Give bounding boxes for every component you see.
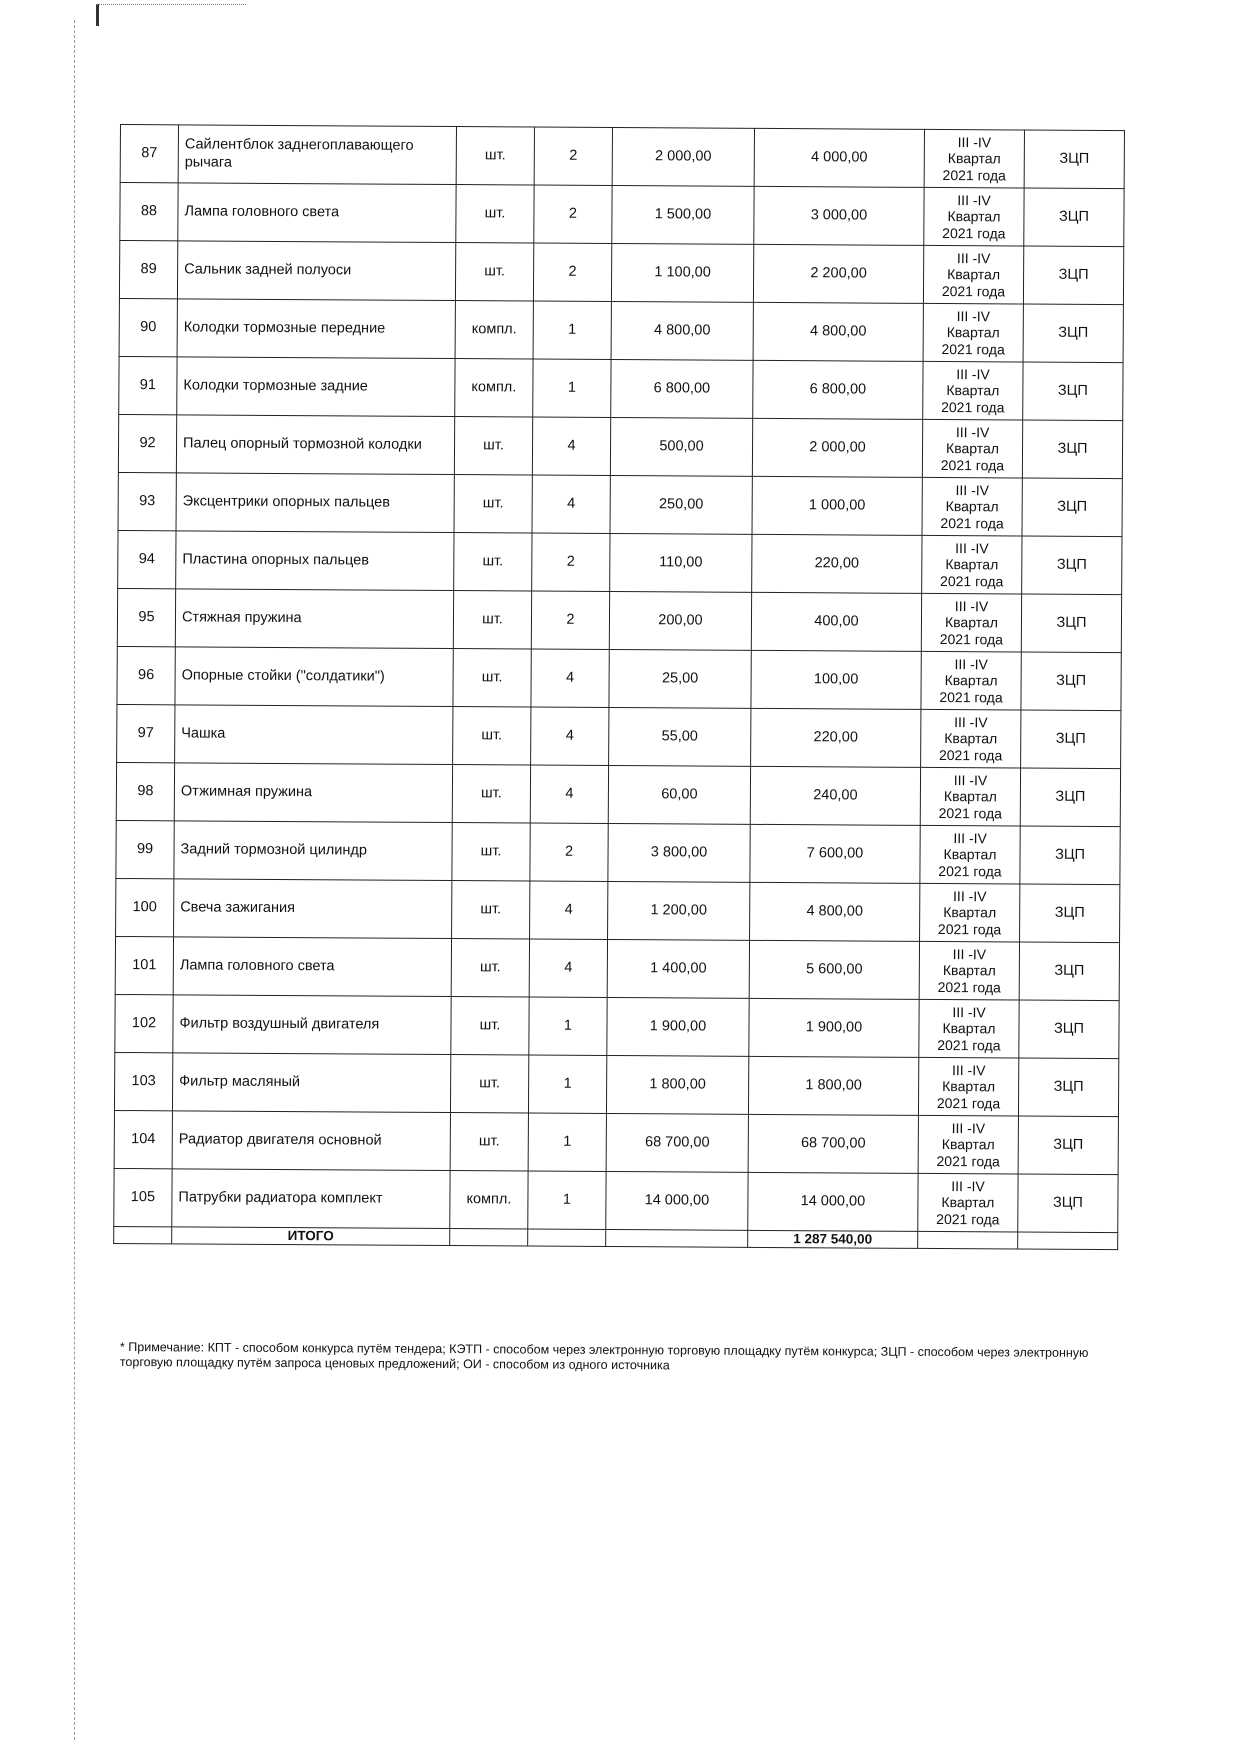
cell-unit: шт. [451,939,529,997]
cell-unit: шт. [451,997,529,1055]
period-line: Квартал [941,1194,995,1211]
period-line: 2021 года [941,398,1005,415]
cell-unit: шт. [456,127,534,185]
cell-number: 99 [116,820,174,878]
cell-unit-price: 4 800,00 [611,302,753,361]
cell-period [922,477,1022,536]
cell-quantity: 4 [531,649,609,707]
cell-unit-price: 110,00 [610,534,752,593]
table-row [118,472,1122,536]
cell-number: 90 [119,298,177,356]
period-line: III -IV [953,772,988,789]
cell-total-sum: 220,00 [752,534,922,593]
period-line: 2021 года [937,978,1001,995]
cell-procurement-method: ЗЦП [1018,1174,1118,1233]
cell-unit-price: 1 100,00 [611,244,753,303]
cell-period [924,129,1024,188]
period-line: 2021 года [936,1094,1001,1111]
period-line: 2021 года [936,1152,1000,1169]
cell-quantity: 1 [528,1171,606,1229]
cell-unit-price: 1 400,00 [607,939,749,998]
cell-unit-price: 1 200,00 [608,881,750,940]
period-line: 2021 года [938,746,1003,763]
period-line: III -IV [955,424,990,441]
cell-total-sum: 68 700,00 [748,1114,918,1173]
cell-period [923,245,1023,304]
cell-unit-price: 2 000,00 [612,128,754,187]
period-line: III -IV [952,1004,986,1021]
period-line: 2021 года [937,1036,1001,1053]
cell-procurement-method: ЗЦП [1022,478,1122,537]
cell-procurement-method: ЗЦП [1024,188,1124,247]
cell-number: 95 [117,588,175,646]
cell-unit: шт. [452,881,530,939]
cell-total-sum: 2 000,00 [752,418,922,477]
total-empty-cell [114,1226,172,1243]
table-row [114,1110,1118,1174]
cell-period [920,825,1020,884]
period-line: Квартал [946,382,1000,399]
cell-number: 105 [114,1168,172,1226]
cell-total-sum: 2 200,00 [753,244,923,303]
period-line: 2021 года [942,166,1006,183]
cell-number: 98 [116,762,174,820]
cell-item-name: Отжимная пружина [174,763,452,823]
cell-number: 101 [115,936,173,994]
cell-quantity: 4 [530,881,608,939]
table-row [117,704,1121,768]
table-row [119,356,1123,420]
cell-item-name: Задний тормозной цилиндр [174,821,452,881]
table-row [118,530,1122,594]
cell-total-sum: 400,00 [751,592,921,651]
cell-unit: шт. [450,1055,528,1113]
cell-unit: шт. [454,533,532,591]
cell-procurement-method: ЗЦП [1019,1000,1119,1059]
period-line: Квартал [945,498,999,515]
period-line: Квартал [947,208,1001,225]
cell-unit-price: 6 800,00 [611,360,753,419]
total-empty-cell [918,1231,1018,1249]
table-row [117,646,1121,710]
cell-unit: шт. [453,591,531,649]
cell-unit: компл. [455,359,533,417]
cell-total-sum: 6 800,00 [753,360,923,419]
cell-number: 93 [118,472,176,530]
cell-period [921,593,1021,652]
period-line: 2021 года [940,514,1004,531]
cell-unit: шт. [450,1113,528,1171]
cell-total-sum: 220,00 [751,708,921,767]
cell-procurement-method: ЗЦП [1022,536,1122,595]
table-row [117,588,1121,652]
cell-procurement-method: ЗЦП [1021,594,1121,653]
cell-item-name: Пластина опорных пальцев [176,531,454,591]
cell-period [918,1115,1018,1174]
total-sum: 1 287 540,00 [748,1230,918,1248]
period-line: Квартал [946,440,1000,457]
period-line: III -IV [953,888,987,905]
cell-unit: шт. [456,185,534,243]
period-line: III -IV [954,598,989,615]
period-line: 2021 года [941,340,1005,357]
table-row [119,241,1123,305]
period-line: Квартал [943,788,997,805]
period-line: Квартал [946,324,1000,341]
cell-period [918,1173,1018,1232]
cell-total-sum: 7 600,00 [750,824,920,883]
period-line: III -IV [951,1120,986,1137]
cell-procurement-method: ЗЦП [1018,1058,1118,1117]
cell-unit-price: 1 800,00 [606,1055,748,1114]
cell-total-sum: 14 000,00 [748,1172,918,1231]
table-row [116,878,1120,942]
period-line: III -IV [955,482,990,499]
period-line: III -IV [952,946,987,963]
cell-number: 100 [116,878,174,936]
period-line: Квартал [947,266,1001,283]
cell-item-name: Палец опорный тормозной колодки [176,415,454,475]
cell-procurement-method: ЗЦП [1021,710,1121,769]
cell-item-name: Эксцентрики опорных пальцев [176,473,454,533]
period-line: III -IV [956,308,991,325]
cell-unit-price: 25,00 [609,649,751,708]
cell-quantity: 2 [533,243,611,301]
cell-number: 97 [117,704,175,762]
cell-item-name: Колодки тормозные задние [177,357,455,417]
total-empty-cell [450,1229,528,1246]
cell-total-sum: 100,00 [751,650,921,709]
cell-procurement-method: ЗЦП [1024,130,1124,189]
period-line: Квартал [943,904,997,921]
cell-quantity: 1 [528,1113,606,1171]
cell-item-name: Сайлентблок заднегоплавающего рычага [178,125,456,185]
period-line: 2021 года [942,224,1006,241]
cell-period [919,999,1019,1058]
cell-unit: шт. [455,243,533,301]
cell-unit-price: 14 000,00 [606,1171,748,1230]
cell-period [923,303,1023,362]
cell-unit: шт. [452,823,530,881]
cell-procurement-method: ЗЦП [1020,768,1120,827]
cell-quantity: 4 [531,707,609,765]
cell-number: 94 [118,530,176,588]
period-line: 2021 года [938,862,1002,879]
cell-item-name: Лампа головного света [173,937,451,997]
cell-unit: шт. [453,649,531,707]
cell-number: 88 [120,183,178,241]
cell-unit-price: 1 900,00 [607,997,749,1056]
cell-number: 89 [119,241,177,299]
cell-total-sum: 4 800,00 [750,882,920,941]
cell-procurement-method: ЗЦП [1020,826,1120,885]
cell-period [920,883,1020,942]
total-empty-cell [528,1229,606,1246]
cell-period [921,651,1021,710]
period-line: 2021 года [939,630,1004,647]
period-line: 2021 года [940,456,1005,473]
cell-period [918,1057,1018,1116]
cell-procurement-method: ЗЦП [1018,1116,1118,1175]
cell-period [924,187,1024,246]
cell-unit: компл. [455,301,533,359]
cell-period [923,361,1023,420]
cell-quantity: 4 [529,939,607,997]
cell-quantity: 1 [529,997,607,1055]
cell-unit-price: 250,00 [610,476,752,535]
table-row [115,994,1119,1058]
cell-quantity: 4 [530,765,608,823]
cell-procurement-method: ЗЦП [1022,420,1122,479]
cell-item-name: Лампа головного света [178,183,456,243]
period-line: Квартал [944,672,998,689]
cell-item-name: Фильтр воздушный двигателя [173,995,451,1055]
cell-unit-price: 500,00 [610,418,752,477]
cell-unit: шт. [454,417,532,475]
cell-quantity: 2 [532,533,610,591]
cell-period [922,535,1022,594]
period-line: III -IV [954,714,988,731]
period-line: Квартал [942,1078,996,1095]
cell-unit-price: 3 800,00 [608,823,750,882]
cell-total-sum: 1 800,00 [748,1056,918,1115]
table-row [120,183,1124,247]
period-line: III -IV [953,830,987,847]
cell-procurement-method: ЗЦП [1023,362,1123,421]
cell-quantity: 4 [532,417,610,475]
cell-total-sum: 5 600,00 [749,940,919,999]
procurement-table [113,124,1125,1250]
period-line: III -IV [956,366,990,383]
cell-total-sum: 3 000,00 [754,186,924,245]
period-line: III -IV [955,540,989,557]
table-row [114,1168,1118,1232]
cell-number: 104 [114,1110,172,1168]
cell-procurement-method: ЗЦП [1021,652,1121,711]
cell-number: 87 [120,125,178,183]
scan-corner-mark [96,4,99,26]
cell-quantity: 4 [532,475,610,533]
cell-unit: шт. [453,707,531,765]
period-line: 2021 года [938,804,1002,821]
cell-quantity: 1 [533,359,611,417]
cell-quantity: 2 [534,185,612,243]
cell-item-name: Опорные стойки ("солдатики") [175,647,453,707]
cell-total-sum: 1 000,00 [752,476,922,535]
period-line: Квартал [944,614,998,631]
total-label: ИТОГО [172,1227,450,1246]
total-empty-cell [606,1229,748,1247]
period-line: Квартал [944,730,998,747]
scan-edge-artifact [74,20,76,1740]
cell-number: 103 [114,1052,172,1110]
cell-procurement-method: ЗЦП [1020,884,1120,943]
cell-quantity: 2 [531,591,609,649]
cell-period [920,767,1020,826]
period-line: Квартал [942,1020,996,1037]
period-line: Квартал [947,150,1001,167]
period-line: 2021 года [937,920,1002,937]
period-line: III -IV [951,1062,986,1079]
cell-unit-price: 60,00 [608,765,750,824]
table-row [118,414,1122,478]
table-row [116,820,1120,884]
table-row [115,936,1119,1000]
period-line: III -IV [954,656,988,673]
cell-item-name: Фильтр масляный [172,1053,450,1113]
period-line: Квартал [945,556,999,573]
period-line: 2021 года [939,688,1003,705]
cell-period [919,941,1019,1000]
cell-unit: шт. [452,765,530,823]
period-line: III -IV [951,1178,985,1195]
cell-total-sum: 4 800,00 [753,302,923,361]
cell-unit: шт. [454,475,532,533]
period-line: 2021 года [936,1210,1000,1227]
table-row [120,125,1124,189]
cell-item-name: Сальник задней полуоси [177,241,455,301]
cell-quantity: 2 [534,127,612,185]
cell-quantity: 1 [533,301,611,359]
cell-procurement-method: ЗЦП [1019,942,1119,1001]
cell-quantity: 1 [528,1055,606,1113]
period-line: Квартал [943,846,997,863]
period-line: III -IV [956,250,991,267]
cell-total-sum: 1 900,00 [749,998,919,1057]
cell-item-name: Стяжная пружина [175,589,453,649]
cell-unit-price: 1 500,00 [612,186,754,245]
cell-period [922,419,1022,478]
cell-item-name: Чашка [175,705,453,765]
period-line: 2021 года [941,282,1006,299]
cell-item-name: Патрубки радиатора комплект [172,1169,450,1229]
cell-procurement-method: ЗЦП [1023,304,1123,363]
cell-number: 102 [115,994,173,1052]
cell-number: 91 [119,356,177,414]
period-line: III -IV [957,192,991,209]
period-line: Квартал [942,962,996,979]
cell-quantity: 2 [530,823,608,881]
cell-procurement-method: ЗЦП [1023,246,1123,305]
cell-item-name: Радиатор двигателя основной [172,1111,450,1171]
cell-unit-price: 55,00 [609,707,751,766]
cell-total-sum: 4 000,00 [754,128,924,187]
table-row [119,298,1123,362]
cell-period [921,709,1021,768]
table-row [114,1052,1118,1116]
cell-unit-price: 68 700,00 [606,1113,748,1172]
cell-total-sum: 240,00 [750,766,920,825]
table-row [116,762,1120,826]
cell-number: 96 [117,646,175,704]
footnote: * Примечание: КПТ - способом конкурса путём тендера; КЭТП - способом через электронную торговую площадку путём конкурса; ЗЦП - способом через электронную торговую площадку путём запроса ценовых предложений; ОИ - способом из одного источника [119,1340,1089,1373]
scan-corner-line [96,4,246,6]
period-line: III -IV [957,134,992,151]
cell-item-name: Колодки тормозные передние [177,299,455,359]
cell-item-name: Свеча зажигания [174,879,452,939]
cell-unit-price: 200,00 [609,591,751,650]
cell-unit: компл. [450,1171,528,1229]
total-empty-cell [1018,1232,1118,1250]
period-line: 2021 года [940,572,1004,589]
cell-number: 92 [118,414,176,472]
period-line: Квартал [941,1136,995,1153]
